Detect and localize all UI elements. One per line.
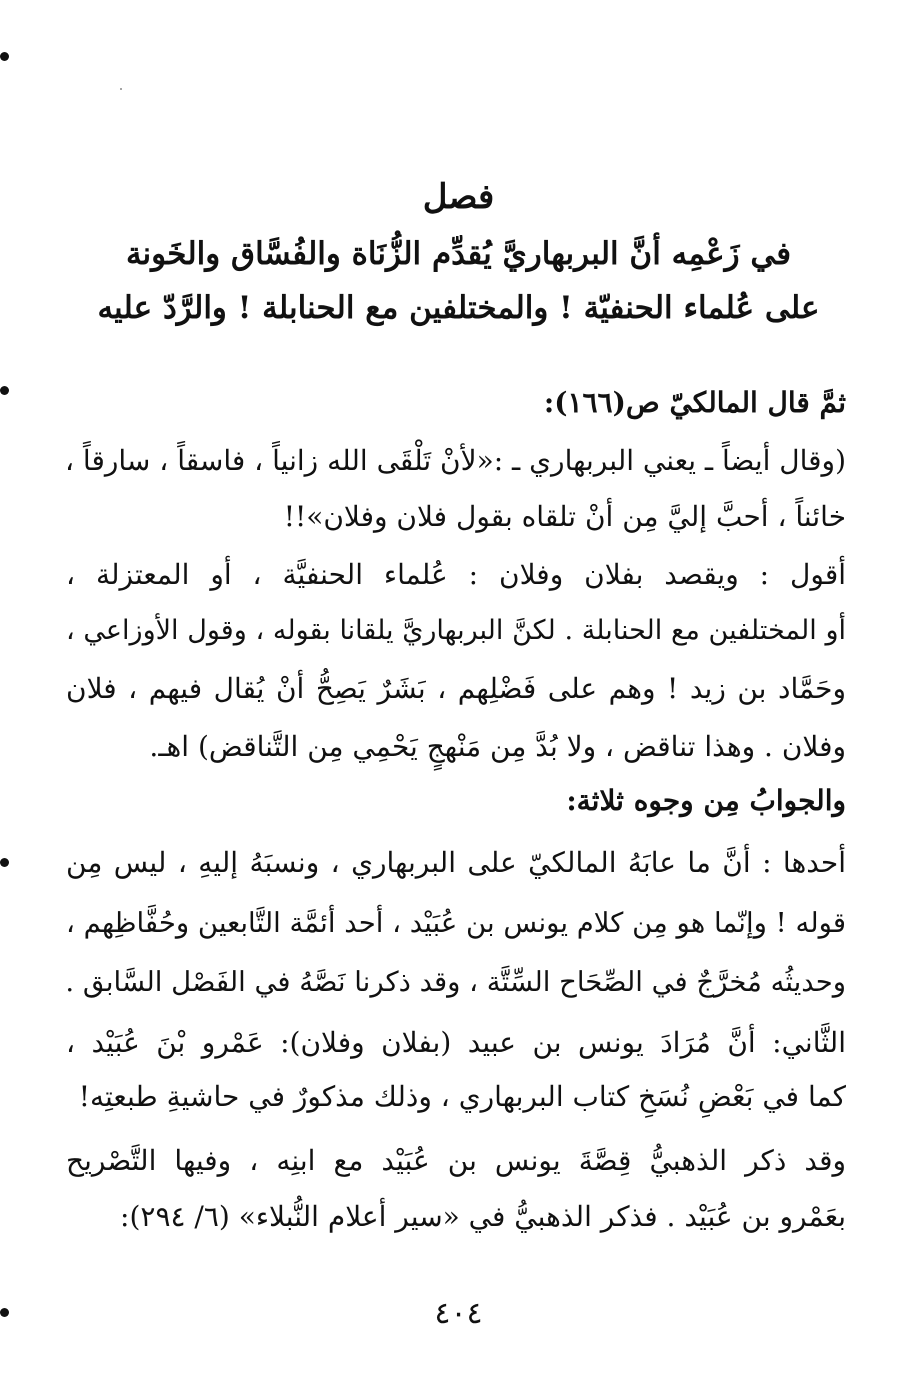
body-line: ثمَّ قال المالكيّ ص(١٦٦):: [543, 386, 846, 419]
body-line: الثَّاني: أنَّ مُرَادَ يونس بن عبيد (بفلان وفلان): عَمْرو بْنَ عُبَيْد ،: [66, 1026, 846, 1059]
body-line: قوله ! وإنّما هو مِن كلام يونس بن عُبَيْد ، أحد أئمَّة التَّابعين وحُفَّاظِهم ،: [66, 907, 846, 939]
margin-mark: [0, 858, 9, 867]
scan-speck: [120, 88, 122, 90]
body-line: (وقال أيضاً ـ يعني البربهاري ـ :«لأنْ تَلْقَى الله زانياً ، فاسقاً ، سارقاً ،: [64, 444, 846, 477]
body-line: خائناً ، أحبَّ إليَّ مِن أنْ تلقاه بقول فلان وفلان»!!: [283, 500, 846, 533]
body-line: وحديثُه مُخرَّجٌ في الصِّحَاح السِّتَّة ، وقد ذكرنا نَصَّهُ في الفَصْل السَّابق .: [65, 966, 846, 998]
body-line: أحدها : أنَّ ما عابَهُ المالكيّ على البربهاري ، ونسبَهُ إليهِ ، ليس مِن: [66, 846, 846, 879]
body-line: وفلان . وهذا تناقض ، ولا بُدَّ مِن مَنْهجٍ يَحْمِي مِن التَّناقض) اهـ.: [149, 730, 846, 763]
body-line: كما في بَعْضِ نُسَخِ كتاب البربهاري ، وذلك مذكورٌ في حاشيةِ طبعتِه!: [78, 1080, 846, 1113]
chapter-subtitle-line-2: على عُلماء الحنفيّة ! والمختلفين مع الحنابلة ! والرَّدّ عليه: [97, 290, 820, 326]
chapter-title: فصل: [422, 177, 495, 217]
body-line: وحَمَّاد بن زيد ! وهم على فَضْلِهم ، بَشَرٌ يَصِحُّ أنْ يُقال فيهم ، فلان: [66, 672, 846, 705]
body-line: أقول : ويقصد بفلان وفلان : عُلماء الحنفيَّة ، أو المعتزلة ،: [66, 558, 846, 591]
margin-mark: [0, 52, 9, 61]
chapter-subtitle-line-1: في زَعْمِه أنَّ البربهاريَّ يُقدِّم الزُّنَاة والفُسَّاق والخَونة: [125, 236, 792, 272]
margin-mark: [0, 386, 9, 395]
body-line: أو المختلفين مع الحنابلة . لكنَّ البربهاريَّ يلقانا بقوله ، وقول الأوزاعي ،: [66, 615, 846, 646]
body-line: وقد ذكر الذهبيُّ قِصَّةَ يونس بن عُبَيْد مع ابنِه ، وفيها التَّصْريح: [66, 1144, 846, 1177]
body-line: والجوابُ مِن وجوه ثلاثة:: [566, 784, 846, 817]
page-number: ٤٠٤: [434, 1296, 483, 1331]
body-line: بعَمْرو بن عُبَيْد . فذكر الذهبيُّ في «سير أعلام النُّبلاء» (٦/ ٢٩٤):: [120, 1200, 846, 1233]
